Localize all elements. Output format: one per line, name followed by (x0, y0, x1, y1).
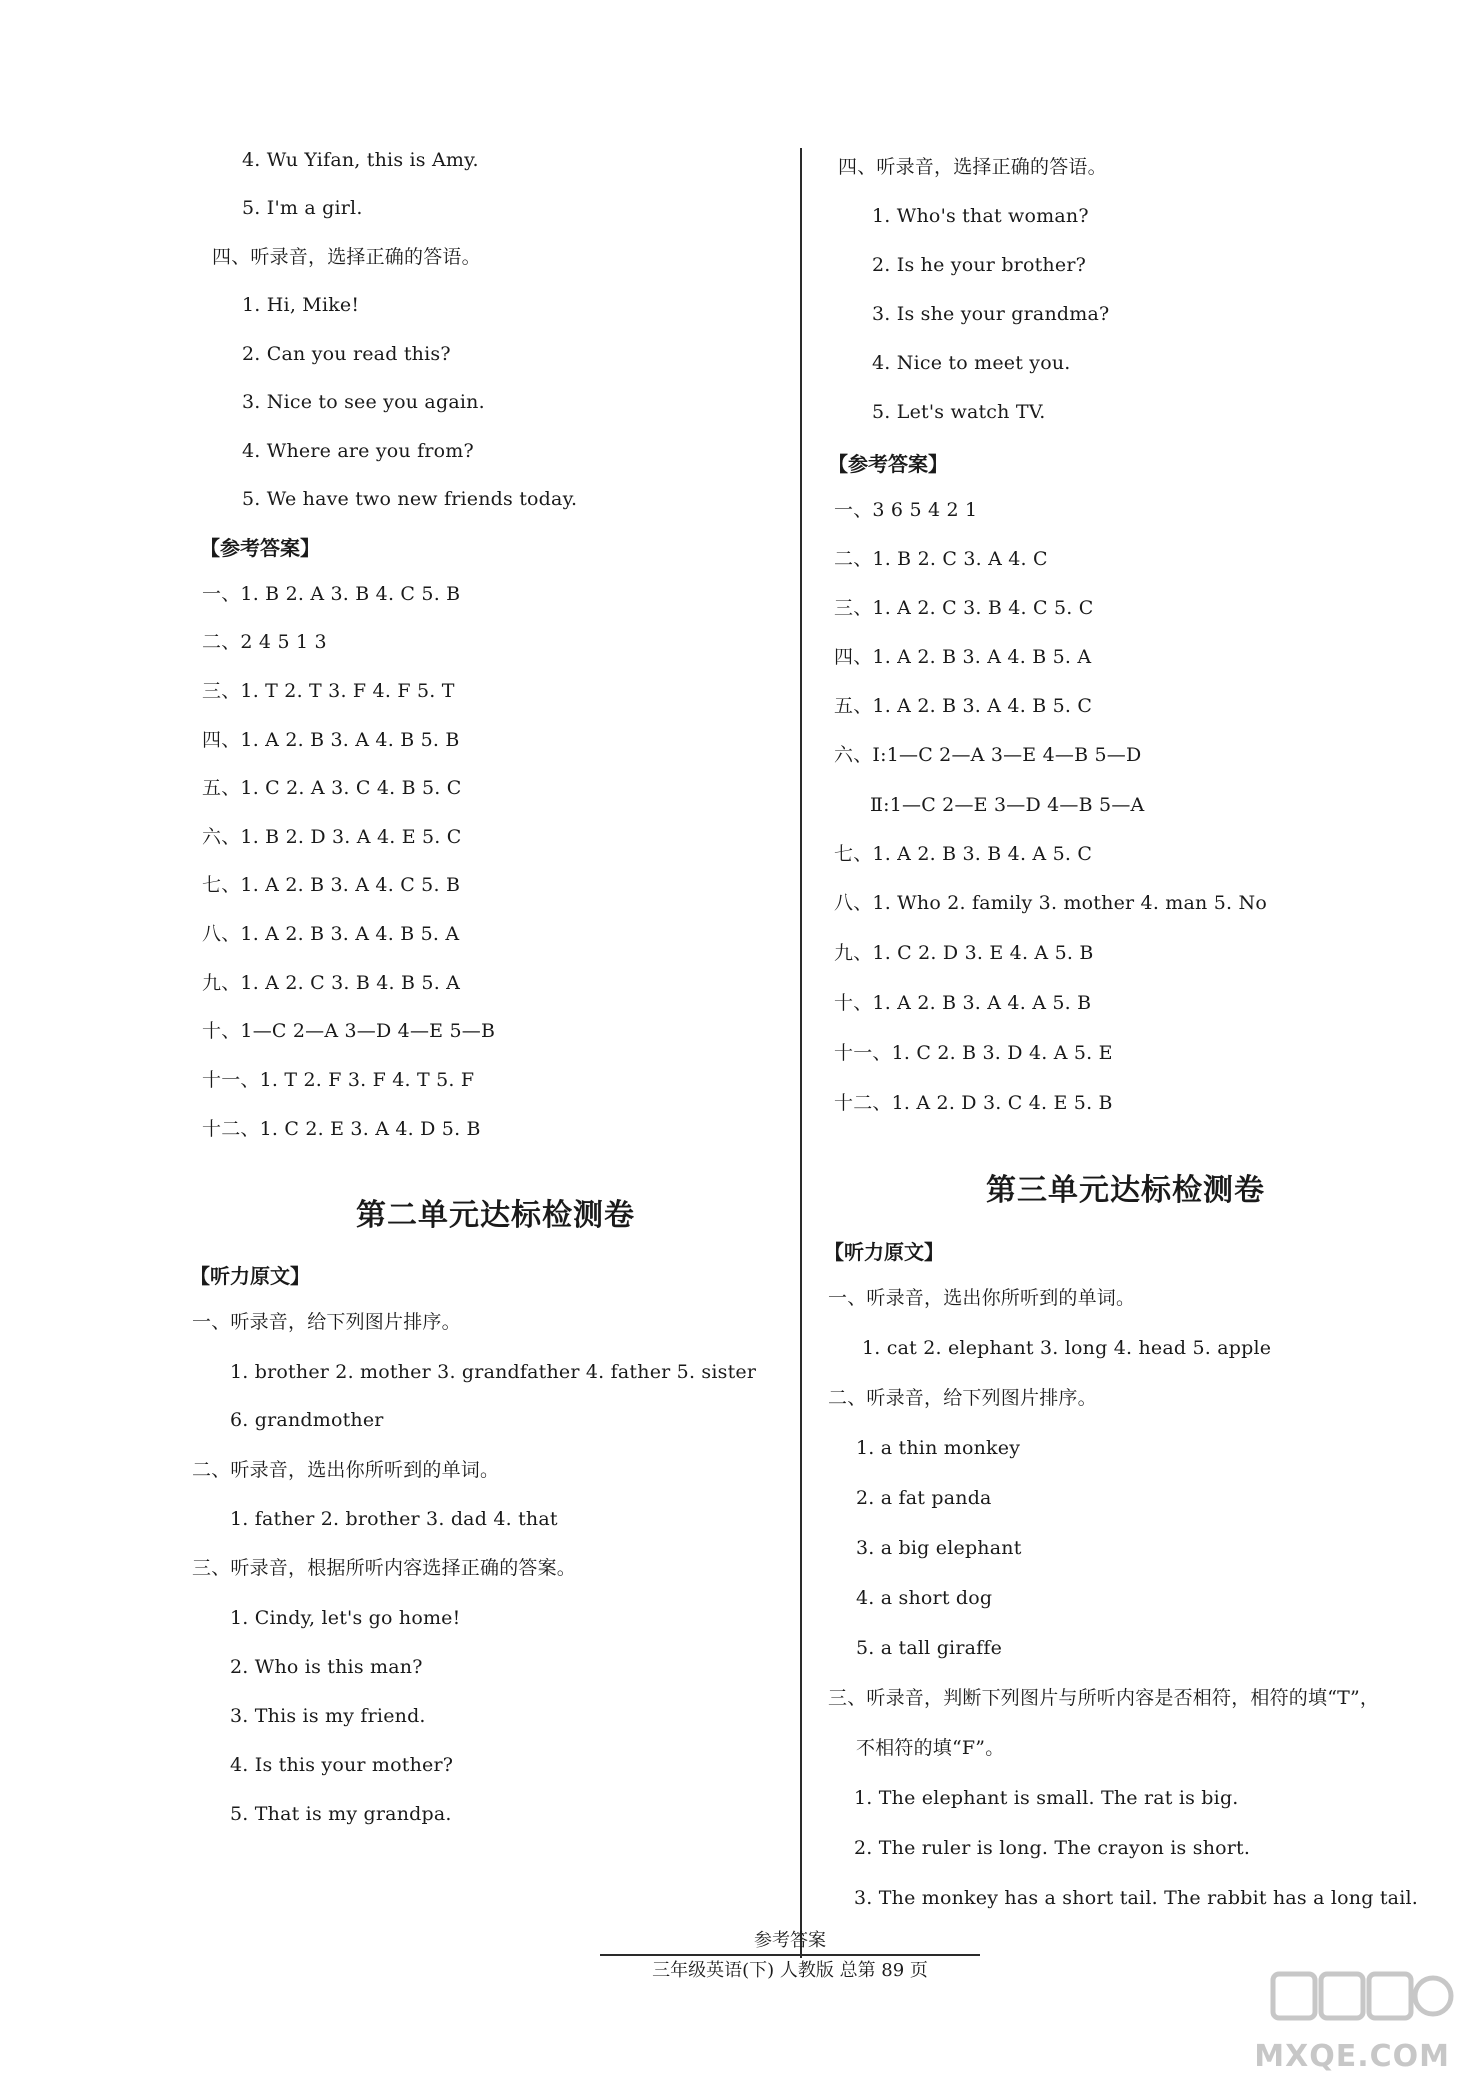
watermark-badge-icon (1269, 1966, 1454, 2046)
dialog-line: 3. This is my friend. (230, 1705, 426, 1727)
answers-label: 【参考答案】 (200, 536, 320, 560)
dialog-line: 2. Who is this man? (230, 1656, 423, 1678)
section-title: 一、听录音，选出你所听到的单词。 (828, 1287, 1136, 1309)
listening-label: 【听力原文】 (190, 1264, 310, 1288)
answer-row: 五、1. A 2. B 3. A 4. B 5. C (834, 695, 1093, 717)
phrase-line: 4. a short dog (856, 1587, 993, 1609)
answer-row: 十、1—C 2—A 3—D 4—E 5—B (202, 1020, 496, 1042)
answer-row: 十一、1. C 2. B 3. D 4. A 5. E (834, 1042, 1113, 1064)
answer-row: 二、2 4 5 1 3 (202, 631, 327, 653)
unit-title: 第三单元达标检测卷 (986, 1173, 1265, 1208)
sentence-line: 2. The ruler is long. The crayon is short. (854, 1837, 1251, 1859)
answer-row: 四、1. A 2. B 3. A 4. B 5. B (202, 729, 460, 751)
dialog-line: 4. Nice to meet you. (872, 352, 1071, 374)
answer-row: 十二、1. A 2. D 3. C 4. E 5. B (834, 1092, 1113, 1114)
dialog-line: 5. We have two new friends today. (242, 488, 578, 510)
answer-row: 四、1. A 2. B 3. A 4. B 5. A (834, 646, 1092, 668)
answer-row: 七、1. A 2. B 3. A 4. C 5. B (202, 874, 461, 896)
word-list: 6. grandmother (230, 1409, 384, 1431)
dialog-line: 2. Is he your brother? (872, 254, 1086, 276)
dialog-line: 2. Can you read this? (242, 343, 451, 365)
unit-title: 第二单元达标检测卷 (356, 1198, 635, 1233)
dialog-line: 1. Cindy, let's go home! (230, 1607, 461, 1629)
section-title: 三、听录音，判断下列图片与所听内容是否相符，相符的填“T”， (828, 1687, 1380, 1709)
dialog-line: 1. Who's that woman? (872, 205, 1089, 227)
section-title-cont: 不相符的填“F”。 (856, 1737, 1005, 1759)
phrase-line: 1. a thin monkey (856, 1437, 1021, 1459)
answer-row: 八、1. Who 2. family 3. mother 4. man 5. No (834, 892, 1267, 914)
page-footer (600, 1930, 980, 1982)
footer-heading: 参考答案 (754, 1930, 826, 1951)
sentence-line: 3. The monkey has a short tail. The rabbit has a long tail. (854, 1887, 1418, 1909)
answer-row: 八、1. A 2. B 3. A 4. B 5. A (202, 923, 460, 945)
section-title: 四、听录音，选择正确的答语。 (212, 246, 481, 268)
answer-row: 十一、1. T 2. F 3. F 4. T 5. F (202, 1069, 475, 1091)
answer-row: 二、1. B 2. C 3. A 4. C (834, 548, 1048, 570)
answer-row: Ⅱ:1—C 2—E 3—D 4—B 5—A (870, 794, 1145, 816)
phrase-line: 2. a fat panda (856, 1487, 992, 1509)
sentence-line: 1. The elephant is small. The rat is big. (854, 1787, 1239, 1809)
column-divider (800, 148, 802, 1958)
answer-row: 一、1. B 2. A 3. B 4. C 5. B (202, 583, 461, 605)
phrase-line: 3. a big elephant (856, 1537, 1022, 1559)
dialog-line: 4. Where are you from? (242, 440, 474, 462)
phrase-line: 5. a tall giraffe (856, 1637, 1003, 1659)
section-title: 二、听录音，给下列图片排序。 (828, 1387, 1097, 1409)
answer-row: 十、1. A 2. B 3. A 4. A 5. B (834, 992, 1092, 1014)
answers-label: 【参考答案】 (828, 452, 948, 476)
answer-row: 一、3 6 5 4 2 1 (834, 499, 978, 521)
section-title: 四、听录音，选择正确的答语。 (838, 156, 1107, 178)
answer-row: 六、Ⅰ:1—C 2—A 3—E 4—B 5—D (834, 744, 1142, 766)
word-list: 1. father 2. brother 3. dad 4. that (230, 1508, 558, 1530)
answer-row: 三、1. A 2. C 3. B 4. C 5. C (834, 597, 1094, 619)
footer-page-info: 三年级英语(下) 人教版 总第 89 页 (652, 1960, 928, 1981)
answer-row: 九、1. A 2. C 3. B 4. B 5. A (202, 972, 461, 994)
answer-row: 七、1. A 2. B 3. B 4. A 5. C (834, 843, 1093, 865)
answer-row: 五、1. C 2. A 3. C 4. B 5. C (202, 777, 462, 799)
footer-rule (600, 1954, 980, 1956)
listening-label: 【听力原文】 (824, 1240, 944, 1264)
dialog-line: 3. Is she your grandma? (872, 303, 1110, 325)
dialog-line: 5. Let's watch TV. (872, 401, 1046, 423)
dialog-line: 3. Nice to see you again. (242, 391, 485, 413)
dialog-line: 4. Wu Yifan, this is Amy. (242, 149, 479, 171)
dialog-line: 5. I'm a girl. (242, 197, 363, 219)
dialog-line: 4. Is this your mother? (230, 1754, 454, 1776)
answer-row: 三、1. T 2. T 3. F 4. F 5. T (202, 680, 455, 702)
word-list: 1. brother 2. mother 3. grandfather 4. father 5. sister (230, 1361, 757, 1383)
section-title: 三、听录音，根据所听内容选择正确的答案。 (192, 1557, 577, 1579)
dialog-line: 5. That is my grandpa. (230, 1803, 452, 1825)
word-list: 1. cat 2. elephant 3. long 4. head 5. apple (862, 1337, 1272, 1359)
answer-row: 六、1. B 2. D 3. A 4. E 5. C (202, 826, 462, 848)
section-title: 二、听录音，选出你所听到的单词。 (192, 1459, 500, 1481)
section-title: 一、听录音，给下列图片排序。 (192, 1311, 461, 1333)
dialog-line: 1. Hi, Mike! (242, 294, 360, 316)
site-watermark-logo (1254, 1966, 1454, 2078)
answer-row: 十二、1. C 2. E 3. A 4. D 5. B (202, 1118, 481, 1140)
answer-row: 九、1. C 2. D 3. E 4. A 5. B (834, 942, 1094, 964)
watermark-text: MXQE.COM (1254, 2039, 1450, 2074)
